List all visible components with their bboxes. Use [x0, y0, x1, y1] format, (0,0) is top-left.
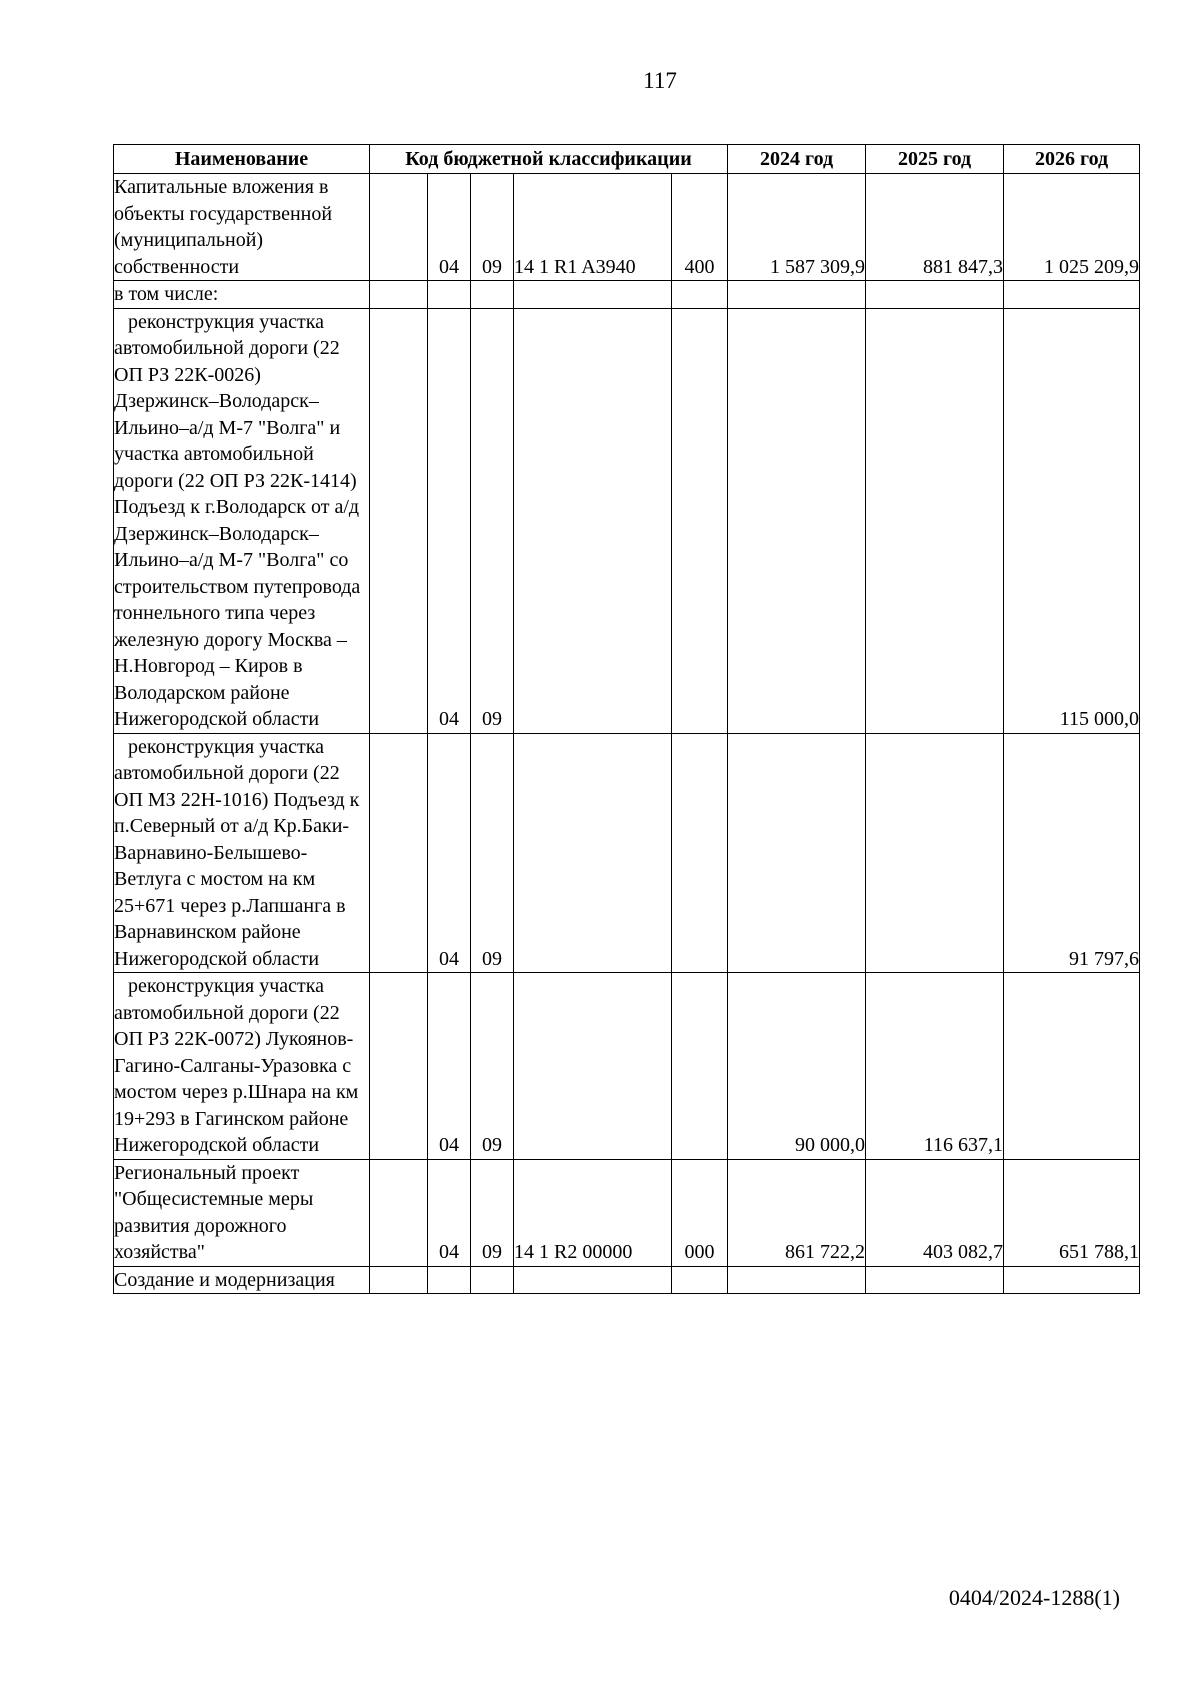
code-section: 04	[428, 733, 471, 973]
document-code: 0404/2024-1288(1)	[948, 1585, 1120, 1610]
value-2026: 1 025 209,9	[1004, 174, 1140, 281]
value-2025	[866, 733, 1004, 973]
table-row	[114, 1266, 1140, 1294]
code-col-1	[370, 1266, 428, 1294]
code-target-article: 14 1 R2 00000	[514, 1159, 672, 1266]
header-code: Код бюджетной классификации	[370, 145, 728, 174]
value-2024	[728, 308, 866, 733]
code-subsection: 09	[471, 733, 514, 973]
value-2024: 861 722,2	[728, 1159, 866, 1266]
budget-table	[113, 144, 1140, 1294]
code-target-article: 14 1 R1 A3940	[514, 174, 672, 281]
code-target-article	[514, 308, 672, 733]
code-col-1	[370, 281, 428, 309]
value-2026	[1004, 281, 1140, 309]
code-subsection: 09	[471, 174, 514, 281]
code-col-1	[370, 1159, 428, 1266]
header-name: Наименование	[114, 145, 370, 174]
value-2026: 91 797,6	[1004, 733, 1140, 973]
table-row	[114, 281, 1140, 309]
value-2026	[1004, 973, 1140, 1160]
value-2026	[1004, 1266, 1140, 1294]
table-row	[114, 1159, 1140, 1266]
value-2024: 90 000,0	[728, 973, 866, 1160]
value-2024	[728, 1266, 866, 1294]
code-section: 04	[428, 174, 471, 281]
header-2026: 2026 год	[1004, 145, 1140, 174]
value-2025: 116 637,1	[866, 973, 1004, 1160]
code-expense-type	[672, 1266, 728, 1294]
header-2024: 2024 год	[728, 145, 866, 174]
table-row	[114, 733, 1140, 973]
value-2026: 115 000,0	[1004, 308, 1140, 733]
value-2024: 1 587 309,9	[728, 174, 866, 281]
row-name: реконструкция участка автомобильной дороги (22 ОП РЗ 22К-0026) Дзержинск–Володарск–Ильино–а/д М-7 "Волга" и участка автомобильной дороги (22 ОП РЗ 22К-1414) Подъезд к г.Володарск от а/д Дзержинск–Володарск–Ильино–а/д М-7 "Волга" со строительством путепровода тоннельного типа через железную дорогу Москва – Н.Новгород – Киров в Володарском районе Нижегородской области	[114, 308, 370, 733]
value-2026: 651 788,1	[1004, 1159, 1140, 1266]
row-name: Региональный проект "Общесистемные меры развития дорожного хозяйства"	[114, 1159, 370, 1266]
value-2025	[866, 281, 1004, 309]
code-expense-type	[672, 308, 728, 733]
code-section	[428, 281, 471, 309]
code-target-article	[514, 1266, 672, 1294]
code-col-1	[370, 174, 428, 281]
code-expense-type	[672, 281, 728, 309]
code-col-1	[370, 973, 428, 1160]
code-subsection: 09	[471, 308, 514, 733]
value-2025: 881 847,3	[866, 174, 1004, 281]
table-header-row	[114, 145, 1140, 174]
code-section	[428, 1266, 471, 1294]
code-subsection: 09	[471, 973, 514, 1160]
header-2025: 2025 год	[866, 145, 1004, 174]
page-number: 117	[643, 68, 677, 93]
code-target-article	[514, 281, 672, 309]
row-name: в том числе:	[114, 281, 370, 309]
row-name: Капитальные вложения в объекты государственной (муниципальной) собственности	[114, 174, 370, 281]
code-col-1	[370, 308, 428, 733]
value-2025: 403 082,7	[866, 1159, 1004, 1266]
code-section: 04	[428, 1159, 471, 1266]
code-subsection: 09	[471, 1159, 514, 1266]
code-expense-type	[672, 973, 728, 1160]
code-col-1	[370, 733, 428, 973]
code-section: 04	[428, 308, 471, 733]
code-expense-type: 400	[672, 174, 728, 281]
value-2024	[728, 733, 866, 973]
table-row	[114, 973, 1140, 1160]
code-target-article	[514, 733, 672, 973]
row-name: реконструкция участка автомобильной дороги (22 ОП РЗ 22К-0072) Лукоянов-Гагино-Салганы-Уразовка с мостом через р.Шнара на км 19+293 в Гагинском районе Нижегородской области	[114, 973, 370, 1160]
code-section: 04	[428, 973, 471, 1160]
value-2025	[866, 1266, 1004, 1294]
value-2024	[728, 281, 866, 309]
code-expense-type	[672, 733, 728, 973]
code-expense-type: 000	[672, 1159, 728, 1266]
value-2025	[866, 308, 1004, 733]
code-subsection	[471, 1266, 514, 1294]
code-subsection	[471, 281, 514, 309]
row-name: реконструкция участка автомобильной дороги (22 ОП МЗ 22Н-1016) Подъезд к п.Северный от а/д Кр.Баки-Варнавино-Белышево-Ветлуга с мостом на км 25+671 через р.Лапшанга в Варнавинском районе Нижегородской области	[114, 733, 370, 973]
row-name: Создание и модернизация	[114, 1266, 370, 1294]
code-target-article	[514, 973, 672, 1160]
table-row	[114, 308, 1140, 733]
table-row	[114, 174, 1140, 281]
